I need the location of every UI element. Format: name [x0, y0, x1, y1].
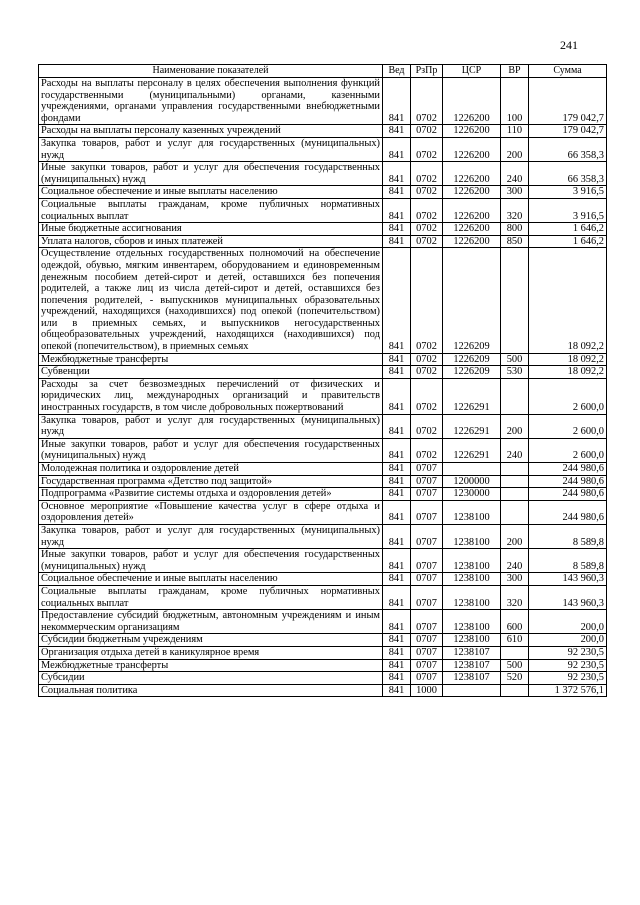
cell-ved: 841: [383, 500, 411, 524]
column-header-rzpr: РзПр: [411, 65, 443, 78]
table-row: [39, 438, 607, 462]
cell-vr: 240: [501, 438, 529, 462]
cell-csr: 1238100: [443, 585, 501, 609]
cell-sum: 1 646,2: [529, 223, 607, 236]
cell-sum: 143 960,3: [529, 573, 607, 586]
cell-ved: 841: [383, 646, 411, 659]
cell-ved: 841: [383, 438, 411, 462]
column-header-csr: ЦСР: [443, 65, 501, 78]
cell-vr: 520: [501, 672, 529, 685]
cell-name: Социальные выплаты гражданам, кроме публичных нормативных социальных выплат: [39, 585, 383, 609]
cell-csr: 1230000: [443, 488, 501, 501]
cell-vr: 300: [501, 573, 529, 586]
cell-csr: 1238100: [443, 573, 501, 586]
table-row: [39, 634, 607, 647]
cell-rzpr: 0707: [411, 610, 443, 634]
table-row: [39, 549, 607, 573]
cell-ved: 841: [383, 198, 411, 222]
cell-ved: 841: [383, 475, 411, 488]
table-row: [39, 414, 607, 438]
cell-sum: 92 230,5: [529, 646, 607, 659]
cell-sum: 2 600,0: [529, 438, 607, 462]
cell-vr: 850: [501, 235, 529, 248]
cell-sum: 8 589,8: [529, 524, 607, 548]
cell-ved: 841: [383, 223, 411, 236]
table-row: [39, 78, 607, 125]
cell-csr: 1238100: [443, 524, 501, 548]
cell-csr: 1226200: [443, 125, 501, 138]
cell-sum: 244 980,6: [529, 500, 607, 524]
cell-name: Осуществление отдельных государственных полномочий на обеспечение одеждой, обувью, мягким инвентарем, оборудованием и единовременным денежным пособием детей-сирот и детей, оставшихся без попечения родителей, а также лиц из числа детей-сирот и детей, оставшихся без попечения родителей, - выпускников муниципальных образовательных учреждений, находящихся (находившихся) под опекой (попечительством) или в приемных семьях, и выпускников негосударственных общеобразовательных учреждений, находящихся (находившихся) под опекой (попечительством), в приемных семьях: [39, 248, 383, 353]
cell-ved: 841: [383, 610, 411, 634]
cell-vr: [501, 475, 529, 488]
cell-rzpr: 0707: [411, 634, 443, 647]
cell-rzpr: 0702: [411, 186, 443, 199]
cell-sum: 18 092,2: [529, 353, 607, 366]
cell-ved: 841: [383, 549, 411, 573]
cell-sum: 92 230,5: [529, 659, 607, 672]
cell-name: Закупка товаров, работ и услуг для государственных (муниципальных) нужд: [39, 524, 383, 548]
cell-name: Расходы на выплаты персоналу в целях обеспечения выполнения функций государственными (муниципальными) органами, казенными учреждениями, органами управления государственными внебюджетными фондами: [39, 78, 383, 125]
cell-vr: [501, 378, 529, 414]
cell-sum: 179 042,7: [529, 78, 607, 125]
table-row: [39, 353, 607, 366]
cell-vr: [501, 500, 529, 524]
cell-name: Социальное обеспечение и иные выплаты населению: [39, 186, 383, 199]
cell-vr: [501, 684, 529, 697]
cell-ved: 841: [383, 186, 411, 199]
cell-name: Закупка товаров, работ и услуг для государственных (муниципальных) нужд: [39, 137, 383, 161]
cell-name: Социальное обеспечение и иные выплаты населению: [39, 573, 383, 586]
cell-rzpr: 0707: [411, 659, 443, 672]
cell-sum: 244 980,6: [529, 475, 607, 488]
cell-name: Иные закупки товаров, работ и услуг для обеспечения государственных (муниципальных) нужд: [39, 438, 383, 462]
cell-rzpr: 0707: [411, 646, 443, 659]
cell-csr: 1226200: [443, 223, 501, 236]
cell-vr: 300: [501, 186, 529, 199]
cell-vr: 240: [501, 162, 529, 186]
cell-sum: 3 916,5: [529, 198, 607, 222]
cell-csr: 1200000: [443, 475, 501, 488]
cell-rzpr: 0702: [411, 366, 443, 379]
cell-sum: 1 646,2: [529, 235, 607, 248]
cell-ved: 841: [383, 353, 411, 366]
cell-name: Межбюджетные трансферты: [39, 659, 383, 672]
cell-name: Иные закупки товаров, работ и услуг для обеспечения государственных (муниципальных) нужд: [39, 162, 383, 186]
table-row: [39, 378, 607, 414]
cell-name: Подпрограмма «Развитие системы отдыха и оздоровления детей»: [39, 488, 383, 501]
cell-vr: 200: [501, 524, 529, 548]
cell-rzpr: 0707: [411, 573, 443, 586]
cell-name: Закупка товаров, работ и услуг для государственных (муниципальных) нужд: [39, 414, 383, 438]
table-row: [39, 659, 607, 672]
cell-ved: 841: [383, 235, 411, 248]
cell-ved: 841: [383, 414, 411, 438]
cell-csr: 1226200: [443, 162, 501, 186]
cell-rzpr: 0702: [411, 414, 443, 438]
budget-table: [38, 64, 607, 697]
cell-sum: 244 980,6: [529, 488, 607, 501]
cell-ved: 841: [383, 672, 411, 685]
cell-vr: 500: [501, 353, 529, 366]
cell-sum: 244 980,6: [529, 463, 607, 476]
cell-vr: 100: [501, 78, 529, 125]
cell-vr: 320: [501, 198, 529, 222]
table-row: [39, 573, 607, 586]
table-row: [39, 488, 607, 501]
page-number: 241: [560, 38, 578, 52]
cell-csr: 1226291: [443, 414, 501, 438]
cell-vr: 500: [501, 659, 529, 672]
cell-sum: 66 358,3: [529, 162, 607, 186]
cell-rzpr: 0702: [411, 438, 443, 462]
cell-sum: 200,0: [529, 634, 607, 647]
table-row: [39, 524, 607, 548]
cell-ved: 841: [383, 573, 411, 586]
table-row: [39, 137, 607, 161]
cell-ved: 841: [383, 463, 411, 476]
cell-rzpr: 0707: [411, 672, 443, 685]
cell-csr: 1226200: [443, 186, 501, 199]
cell-rzpr: 0707: [411, 585, 443, 609]
cell-rzpr: 0707: [411, 475, 443, 488]
table-row: [39, 366, 607, 379]
cell-rzpr: 0702: [411, 223, 443, 236]
cell-csr: 1238100: [443, 549, 501, 573]
cell-rzpr: 0702: [411, 162, 443, 186]
cell-ved: 841: [383, 248, 411, 353]
table-row: [39, 610, 607, 634]
column-header-ved: Вед: [383, 65, 411, 78]
cell-vr: [501, 463, 529, 476]
cell-rzpr: 1000: [411, 684, 443, 697]
cell-name: Расходы за счет безвозмездных перечислений от физических и юридических лиц, международных организаций и правительств иностранных государств, в том числе добровольных пожертвований: [39, 378, 383, 414]
cell-csr: [443, 684, 501, 697]
cell-name: Иные закупки товаров, работ и услуг для обеспечения государственных (муниципальных) нужд: [39, 549, 383, 573]
cell-rzpr: 0702: [411, 353, 443, 366]
cell-csr: 1226291: [443, 438, 501, 462]
cell-csr: 1238107: [443, 672, 501, 685]
table-row: [39, 248, 607, 353]
cell-name: Расходы на выплаты персоналу казенных учреждений: [39, 125, 383, 138]
cell-rzpr: 0707: [411, 524, 443, 548]
cell-name: Государственная программа «Детство под защитой»: [39, 475, 383, 488]
cell-csr: 1226209: [443, 248, 501, 353]
table-header-row: [39, 65, 607, 78]
cell-rzpr: 0707: [411, 500, 443, 524]
column-header-vr: ВР: [501, 65, 529, 78]
cell-csr: [443, 463, 501, 476]
cell-vr: 600: [501, 610, 529, 634]
cell-name: Субвенции: [39, 366, 383, 379]
cell-ved: 841: [383, 125, 411, 138]
table-row: [39, 646, 607, 659]
table-row: [39, 475, 607, 488]
cell-csr: 1226291: [443, 378, 501, 414]
table-row: [39, 235, 607, 248]
cell-vr: 200: [501, 137, 529, 161]
cell-vr: 240: [501, 549, 529, 573]
table-row: [39, 585, 607, 609]
cell-csr: 1226200: [443, 137, 501, 161]
cell-vr: 610: [501, 634, 529, 647]
cell-name: Основное мероприятие «Повышение качества услуг в сфере отдыха и оздоровления детей»: [39, 500, 383, 524]
cell-ved: 841: [383, 378, 411, 414]
cell-vr: 800: [501, 223, 529, 236]
cell-csr: 1238107: [443, 646, 501, 659]
cell-ved: 841: [383, 162, 411, 186]
cell-name: Субсидии: [39, 672, 383, 685]
table-row: [39, 198, 607, 222]
cell-sum: 179 042,7: [529, 125, 607, 138]
cell-csr: 1226200: [443, 78, 501, 125]
table-row: [39, 223, 607, 236]
cell-vr: 110: [501, 125, 529, 138]
cell-vr: 320: [501, 585, 529, 609]
cell-csr: 1238107: [443, 659, 501, 672]
table-row: [39, 684, 607, 697]
cell-csr: 1226209: [443, 353, 501, 366]
cell-sum: 2 600,0: [529, 414, 607, 438]
cell-name: Организация отдыха детей в каникулярное время: [39, 646, 383, 659]
table-row: [39, 186, 607, 199]
cell-rzpr: 0702: [411, 235, 443, 248]
cell-sum: 18 092,2: [529, 366, 607, 379]
cell-sum: 1 372 576,1: [529, 684, 607, 697]
table-row: [39, 162, 607, 186]
cell-name: Уплата налогов, сборов и иных платежей: [39, 235, 383, 248]
cell-csr: 1238100: [443, 610, 501, 634]
cell-vr: 530: [501, 366, 529, 379]
cell-name: Социальная политика: [39, 684, 383, 697]
cell-rzpr: 0702: [411, 198, 443, 222]
cell-sum: 143 960,3: [529, 585, 607, 609]
column-header-name: Наименование показателей: [39, 65, 383, 78]
cell-csr: 1226200: [443, 198, 501, 222]
cell-vr: [501, 248, 529, 353]
cell-rzpr: 0707: [411, 488, 443, 501]
cell-rzpr: 0707: [411, 549, 443, 573]
cell-sum: 200,0: [529, 610, 607, 634]
cell-ved: 841: [383, 634, 411, 647]
cell-ved: 841: [383, 78, 411, 125]
cell-ved: 841: [383, 585, 411, 609]
cell-ved: 841: [383, 684, 411, 697]
cell-sum: 66 358,3: [529, 137, 607, 161]
cell-sum: 8 589,8: [529, 549, 607, 573]
cell-ved: 841: [383, 488, 411, 501]
cell-rzpr: 0702: [411, 125, 443, 138]
table-row: [39, 125, 607, 138]
cell-vr: 200: [501, 414, 529, 438]
cell-vr: [501, 488, 529, 501]
cell-name: Субсидии бюджетным учреждениям: [39, 634, 383, 647]
cell-name: Иные бюджетные ассигнования: [39, 223, 383, 236]
cell-name: Межбюджетные трансферты: [39, 353, 383, 366]
cell-csr: 1226209: [443, 366, 501, 379]
cell-sum: 18 092,2: [529, 248, 607, 353]
cell-csr: 1238100: [443, 500, 501, 524]
cell-sum: 2 600,0: [529, 378, 607, 414]
cell-ved: 841: [383, 366, 411, 379]
cell-rzpr: 0702: [411, 78, 443, 125]
cell-sum: 3 916,5: [529, 186, 607, 199]
table-row: [39, 672, 607, 685]
cell-csr: 1226200: [443, 235, 501, 248]
cell-rzpr: 0707: [411, 463, 443, 476]
cell-vr: [501, 646, 529, 659]
table-row: [39, 463, 607, 476]
cell-name: Предоставление субсидий бюджетным, автономным учреждениям и иным некоммерческим организациям: [39, 610, 383, 634]
cell-sum: 92 230,5: [529, 672, 607, 685]
cell-rzpr: 0702: [411, 137, 443, 161]
cell-name: Молодежная политика и оздоровление детей: [39, 463, 383, 476]
cell-rzpr: 0702: [411, 248, 443, 353]
cell-ved: 841: [383, 137, 411, 161]
cell-csr: 1238100: [443, 634, 501, 647]
cell-rzpr: 0702: [411, 378, 443, 414]
cell-ved: 841: [383, 659, 411, 672]
column-header-sum: Сумма: [529, 65, 607, 78]
table-row: [39, 500, 607, 524]
cell-name: Социальные выплаты гражданам, кроме публичных нормативных социальных выплат: [39, 198, 383, 222]
cell-ved: 841: [383, 524, 411, 548]
